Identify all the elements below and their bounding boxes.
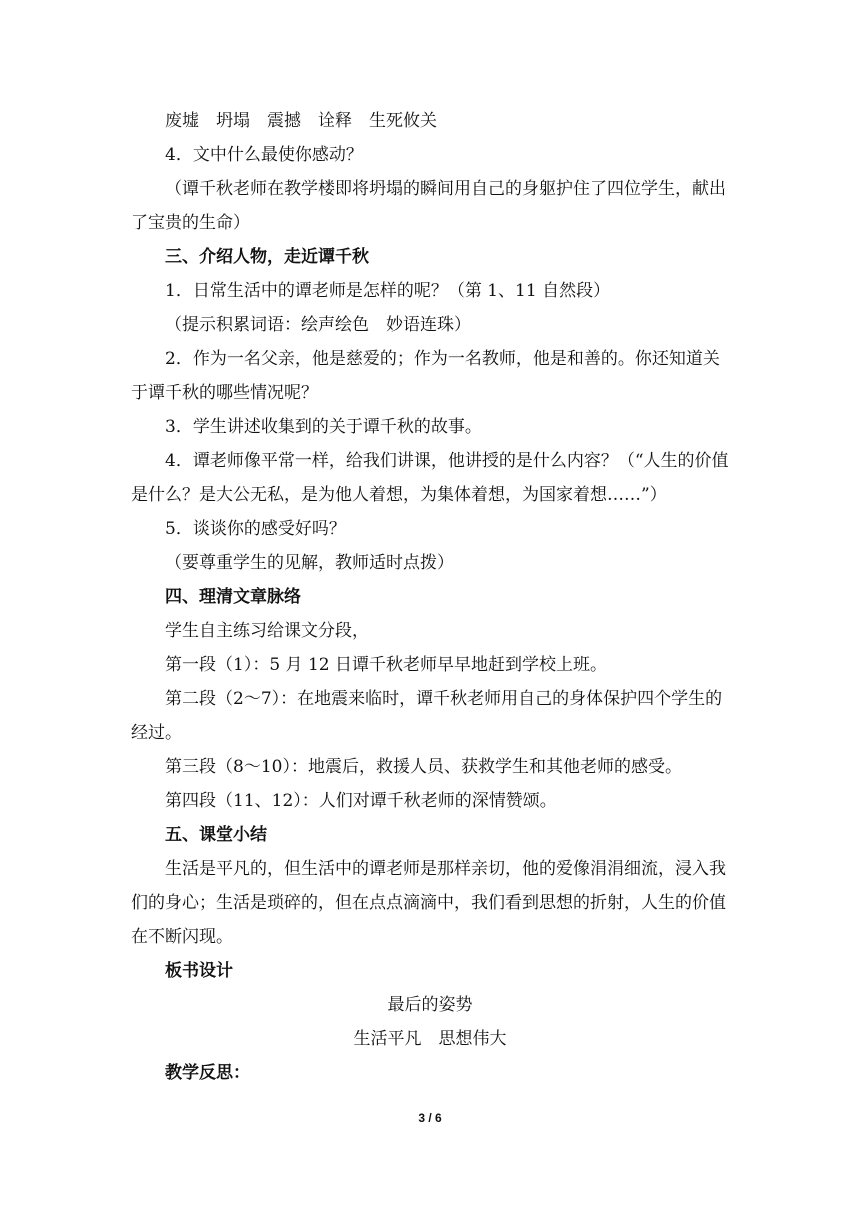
section-5-summary: 生活是平凡的，但生活中的谭老师是那样亲切，他的爱像涓涓细流，浸入我们的身心；生活是琐碎的，但在点点滴滴中，我们看到思想的折射，人生的价值在不断闪现。 xyxy=(131,859,726,947)
section-3-item-1: 1．日常生活中的谭老师是怎样的呢？（第 1、11 自然段） xyxy=(165,281,611,301)
page-number: 3 / 6 xyxy=(418,1111,442,1125)
section-3-hint: （提示积累词语：绘声绘色 妙语连珠） xyxy=(165,315,471,335)
section-4-intro: 学生自主练习给课文分段， xyxy=(165,621,369,641)
question-4-answer: （谭千秋老师在教学楼即将坍塌的瞬间用自己的身躯护住了四位学生，献出了宝贵的生命） xyxy=(131,179,726,233)
section-4-part-2: 第二段（2～7）：在地震来临时，谭千秋老师用自己的身体保护四个学生的经过。 xyxy=(131,689,723,743)
question-4: 4．文中什么最使你感动？ xyxy=(165,145,363,165)
section-4-part-1: 第一段（1）：5 月 12 日谭千秋老师早早地赶到学校上班。 xyxy=(165,655,607,675)
section-4-part-3: 第三段（8～10）：地震后，救援人员、获救学生和其他老师的感受。 xyxy=(165,757,682,777)
section-3-title: 三、介绍人物，走近谭千秋 xyxy=(165,247,369,267)
board-design-title: 板书设计 xyxy=(165,961,233,981)
board-line-1: 最后的姿势 xyxy=(387,995,473,1015)
reflection-title: 教学反思： xyxy=(165,1063,250,1083)
page-content xyxy=(131,104,729,1090)
section-3-item-3: 3．学生讲述收集到的关于谭千秋的故事。 xyxy=(165,417,482,437)
board-line-2: 生活平凡 思想伟大 xyxy=(353,1029,507,1049)
section-3-item-5-note: （要尊重学生的见解，教师适时点拨） xyxy=(165,553,454,573)
section-5-title: 五、课堂小结 xyxy=(165,825,267,845)
vocabulary-line: 废墟 坍塌 震撼 诠释 生死攸关 xyxy=(165,111,437,131)
section-4-title: 四、理清文章脉络 xyxy=(165,587,301,607)
section-3-item-2: 2．作为一名父亲，他是慈爱的；作为一名教师，他是和善的。你还知道关于谭千秋的哪些情况呢？ xyxy=(131,349,720,403)
section-4-part-4: 第四段（11、12）：人们对谭千秋老师的深情赞颂。 xyxy=(165,791,557,811)
section-3-item-4: 4．谭老师像平常一样，给我们讲课，他讲授的是什么内容？（“人生的价值是什么？是大公无私，是为他人着想，为集体着想，为国家着想……”） xyxy=(131,451,729,505)
section-3-item-5: 5．谈谈你的感受好吗？ xyxy=(165,519,346,539)
